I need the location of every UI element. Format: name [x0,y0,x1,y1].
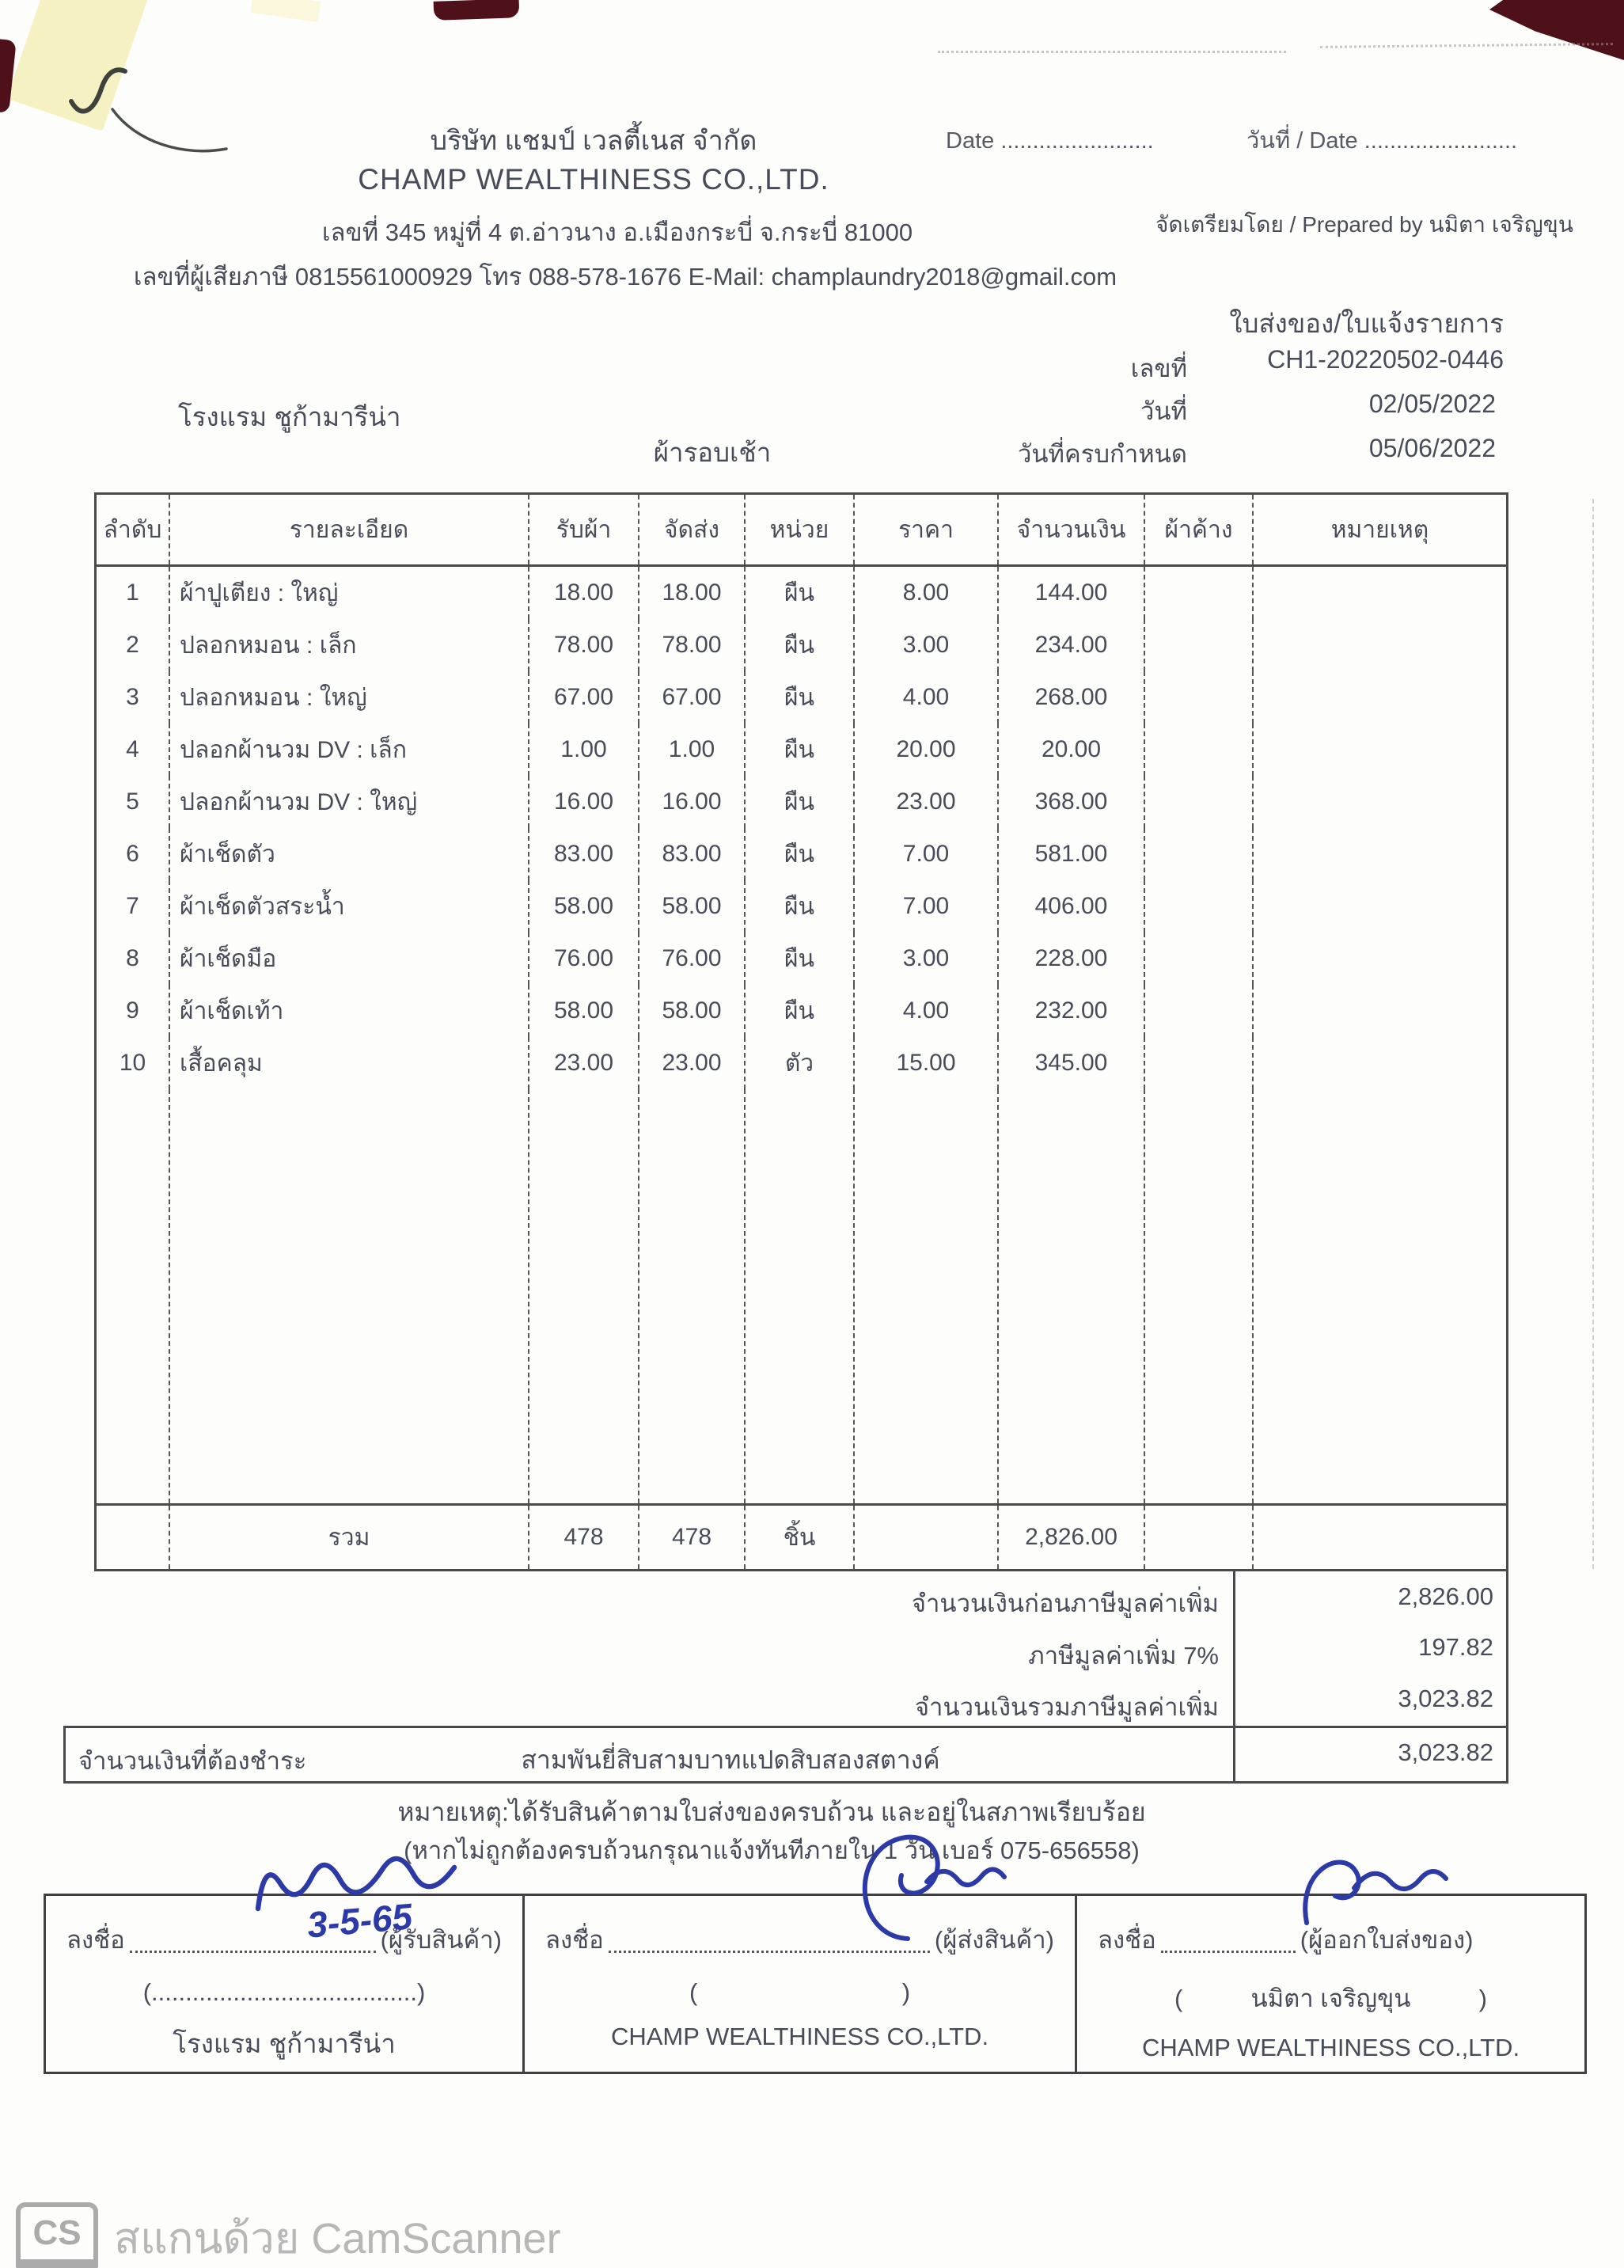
cell-received: 1.00 [529,724,639,776]
cell-delivered: 23.00 [639,1037,746,1089]
cell-amount: 368.00 [999,776,1145,828]
sender-role-label: (ผู้ส่งสินค้า) [934,1926,1054,1954]
cell-no: 8 [97,933,170,985]
table-row [97,1037,1506,1089]
prepared-by: จัดเตรียมโดย / Prepared by นมิตา เจริญขุน [1155,212,1573,237]
cell-amount: 581.00 [999,828,1145,880]
summary-subtotal-label: จำนวนเงินก่อนภาษีมูลค่าเพิ่ม [911,1590,1219,1617]
cell-note [1254,933,1506,985]
cell-received: 16.00 [529,776,639,828]
cell-amount: 20.00 [999,724,1145,776]
cell-unit: ผืน [746,776,855,828]
receiver-company: โรงแรม ชูก้ามารีน่า [173,2029,396,2058]
header-note: หมายเหตุ [1330,516,1429,543]
cell-desc: ผ้าเช็ดตัว [170,828,529,880]
cell-amount: 234.00 [999,619,1145,671]
doc-date-label: วันที่ [1140,397,1187,425]
cell-pending [1145,828,1254,880]
table-row [97,724,1506,776]
cell-amount: 228.00 [999,933,1145,985]
camscanner-watermark-text: สแกนด้วย CamScanner [114,2215,561,2262]
cell-delivered: 1.00 [639,724,746,776]
cell-note [1254,567,1506,619]
cell-amount: 406.00 [999,880,1145,933]
cell-price: 23.00 [855,776,999,828]
sender-company: CHAMP WEALTHINESS CO.,LTD. [610,2023,989,2050]
cell-pending [1145,933,1254,985]
laundry-round-title: ผ้ารอบเช้า [653,438,772,467]
table-row [97,828,1506,880]
cell-unit: ตัว [746,1037,855,1089]
company-name-thai: บริษัท แชมป์ เวลตี้เนส จำกัด [430,126,757,156]
date-field-2: วันที่ / Date ........................ [1246,128,1518,154]
table-row [97,619,1506,671]
company-name-english: CHAMP WEALTHINESS CO.,LTD. [358,163,829,196]
cell-pending [1145,880,1254,933]
cell-note [1254,776,1506,828]
cell-amount: 232.00 [999,985,1145,1037]
doc-date-value: 02/05/2022 [1368,389,1496,418]
cell-price: 7.00 [855,828,999,880]
summary-vat-value: 197.82 [1418,1633,1493,1662]
table-header-row [97,495,1506,567]
header-no: ลำดับ [97,495,170,564]
cell-price: 20.00 [855,724,999,776]
cell-note [1254,1037,1506,1089]
receiver-name-line: (.......................................) [142,1978,426,2006]
cell-desc: ปลอกหมอน : ใหญ่ [170,671,529,724]
cell-no: 6 [97,828,170,880]
camscanner-logo-icon [16,2202,98,2268]
sign-label: ลงชื่อ [545,1926,604,1954]
doc-due-value: 05/06/2022 [1368,434,1496,462]
cell-price: 4.00 [855,671,999,724]
cell-no: 5 [97,776,170,828]
summary-subtotal-value: 2,826.00 [1398,1582,1493,1611]
summary-due-value: 3,023.82 [1398,1738,1493,1766]
cell-price: 3.00 [855,933,999,985]
cell-received: 58.00 [529,985,639,1037]
scan-corner-blob-top-right [1489,0,1624,60]
cell-pending [1145,985,1254,1037]
cell-delivered: 78.00 [639,619,746,671]
cell-received: 83.00 [529,828,639,880]
cell-delivered: 76.00 [639,933,746,985]
cell-desc: ปลอกผ้านวม DV : ใหญ่ [170,776,529,828]
cell-pending [1145,567,1254,619]
cell-desc: ผ้าเช็ดเท้า [170,985,529,1037]
table-row [97,671,1506,724]
items-table [94,492,1508,1571]
header-received: รับผ้า [529,495,639,564]
cell-received: 67.00 [529,671,639,724]
cell-no: 2 [97,619,170,671]
cell-delivered: 58.00 [639,880,746,933]
cell-price: 15.00 [855,1037,999,1089]
summary-vat-label: ภาษีมูลค่าเพิ่ม 7% [1028,1642,1219,1670]
cell-note [1254,880,1506,933]
issuer-role-label: (ผู้ออกใบส่งของ) [1300,1926,1474,1954]
summary-grand-value: 3,023.82 [1398,1684,1493,1712]
signature-cell-issuer [1077,1896,1584,2072]
cell-received: 58.00 [529,880,639,933]
cell-delivered: 67.00 [639,671,746,724]
signature-dotted-line [609,1950,930,1953]
note-line-2: (หากไม่ถูกต้องครบถ้วนกรุณาแจ้งทันทีภายใน 1 วัน เบอร์ 075-656558) [404,1837,1140,1864]
cell-no: 3 [97,671,170,724]
scan-noise-line-2 [1320,43,1613,48]
header-delivered: จัดส่ง [639,495,746,564]
table-row [97,567,1506,619]
totals-label: รวม [170,1506,529,1569]
tax-id-line: เลขที่ผู้เสียภาษี 0815561000929 โทร 088-578-1676 E-Mail: champlaundry2018@gmail.com [133,263,1117,291]
cell-price: 3.00 [855,619,999,671]
cell-unit: ผืน [746,880,855,933]
camscanner-badge-strip [16,2259,98,2268]
cell-note [1254,828,1506,880]
company-address: เลขที่ 345 หมู่ที่ 4 ต.อ่าวนาง อ.เมืองกระบี่ จ.กระบี่ 81000 [321,218,913,246]
table-row [97,933,1506,985]
sender-name-line: ( ) [689,1978,911,2006]
scan-blob-top-middle [434,0,520,21]
amount-due-label: จำนวนเงินที่ต้องชำระ [78,1747,307,1775]
signature-cell-receiver [46,1896,525,2072]
sign-label: ลงชื่อ [1098,1926,1156,1954]
cell-delivered: 18.00 [639,567,746,619]
customer-name: โรงแรม ชูก้ามารีน่า [178,402,401,431]
sign-label: ลงชื่อ [66,1926,125,1954]
cell-received: 78.00 [529,619,639,671]
cell-amount: 345.00 [999,1037,1145,1089]
cell-pending [1145,1037,1254,1089]
cell-unit: ผืน [746,724,855,776]
header-unit: หน่วย [746,495,855,564]
issuer-name-line: ( นมิตา เจริญขุน ) [1174,1985,1487,2012]
document-title: ใบส่งของ/ใบแจ้งรายการ [1229,309,1504,338]
cell-desc: ผ้าเช็ดตัวสระน้ำ [170,880,529,933]
cell-note [1254,619,1506,671]
cell-amount: 144.00 [999,567,1145,619]
cell-delivered: 16.00 [639,776,746,828]
totals-unit: ชิ้น [746,1506,855,1569]
totals-delivered: 478 [639,1506,746,1569]
table-row [97,776,1506,828]
cell-note [1254,724,1506,776]
table-row [97,880,1506,933]
header-pending: ผ้าค้าง [1145,495,1254,564]
cell-desc: เสื้อคลุม [170,1037,529,1089]
cell-delivered: 58.00 [639,985,746,1037]
amount-due-box [63,1726,1508,1784]
date-field-1: Date ........................ [946,128,1154,154]
cell-unit: ผืน [746,671,855,724]
issuer-company: CHAMP WEALTHINESS CO.,LTD. [1141,2034,1520,2061]
cell-unit: ผืน [746,619,855,671]
signature-table [44,1894,1587,2074]
cell-received: 23.00 [529,1037,639,1089]
receiver-role-label: (ผู้รับสินค้า) [380,1926,502,1954]
table-empty-space [97,1089,1506,1503]
pen-checkmark-artifact [63,60,245,171]
cell-unit: ผืน [746,985,855,1037]
amount-due-in-words: สามพันยี่สิบสามบาทแปดสิบสองสตางค์ [521,1746,940,1774]
scan-noise-line-1 [938,51,1286,53]
cell-pending [1145,671,1254,724]
cell-unit: ผืน [746,828,855,880]
cell-price: 8.00 [855,567,999,619]
note-line-1: หมายเหตุ:ได้รับสินค้าตามใบส่งของครบถ้วน และอยู่ในสภาพเรียบร้อย [397,1798,1146,1826]
cell-received: 76.00 [529,933,639,985]
paper-edge-shadow-line [1592,499,1594,1569]
signature-dotted-line [130,1950,376,1953]
cell-note [1254,671,1506,724]
receiver-handwritten-date: 3-5-65 [305,1895,414,1946]
sticky-note-artifact-small [251,0,321,22]
totals-amount: 2,826.00 [999,1506,1145,1569]
cell-no: 10 [97,1037,170,1089]
doc-no-label: เลขที่ [1130,355,1187,382]
header-desc: รายละเอียด [170,495,529,564]
cell-pending [1145,724,1254,776]
table-row [97,985,1506,1037]
cell-pending [1145,619,1254,671]
cell-no: 4 [97,724,170,776]
camscanner-watermark [16,2202,561,2268]
totals-received: 478 [529,1506,639,1569]
cell-amount: 268.00 [999,671,1145,724]
camscanner-badge-text: CS [32,2213,82,2252]
cell-delivered: 83.00 [639,828,746,880]
cell-price: 4.00 [855,985,999,1037]
cell-pending [1145,776,1254,828]
cell-desc: ผ้าปูเตียง : ใหญ่ [170,567,529,619]
cell-price: 7.00 [855,880,999,933]
table-totals-row [97,1503,1506,1569]
cell-no: 9 [97,985,170,1037]
cell-unit: ผืน [746,567,855,619]
doc-no-value: CH1-20220502-0446 [1267,345,1504,374]
signature-dotted-line [1161,1950,1296,1953]
cell-unit: ผืน [746,933,855,985]
cell-no: 1 [97,567,170,619]
cell-desc: ปลอกหมอน : เล็ก [170,619,529,671]
cell-note [1254,985,1506,1037]
cell-desc: ผ้าเช็ดมือ [170,933,529,985]
cell-no: 7 [97,880,170,933]
header-price: ราคา [855,495,999,564]
cell-desc: ปลอกผ้านวม DV : เล็ก [170,724,529,776]
cell-received: 18.00 [529,567,639,619]
doc-due-label: วันที่ครบกำหนด [1017,440,1187,468]
signature-cell-sender [525,1896,1077,2072]
header-amount: จำนวนเงิน [999,495,1145,564]
summary-grand-label: จำนวนเงินรวมภาษีมูลค่าเพิ่ม [914,1693,1219,1721]
table-body [97,567,1506,1089]
